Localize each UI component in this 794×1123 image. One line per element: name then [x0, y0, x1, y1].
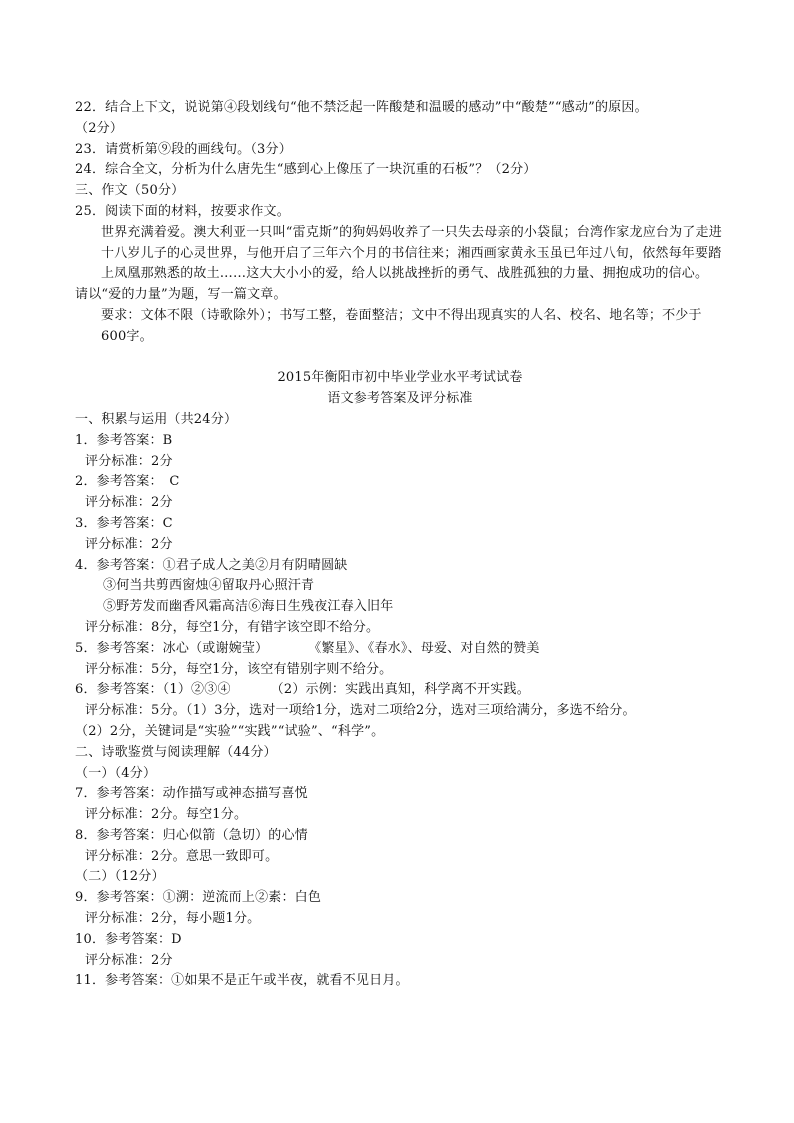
essay-prompt: 请以“爱的力量”为题，写一篇文章。 — [75, 287, 287, 303]
question-22-score: （2分） — [75, 120, 124, 136]
score-2: 评分标准：2分 — [85, 495, 173, 511]
answer-10: 10．参考答案：D — [75, 931, 182, 947]
answer-4-line-3: ⑤野芳发而幽香风霜高洁⑥海日生残夜江春入旧年 — [103, 599, 394, 615]
answer-1: 1．参考答案：B — [75, 432, 173, 448]
score-6-part-2: （2）2分，关键词是“实验”“实践”“试验”、“科学”。 — [75, 723, 385, 739]
answer-key-title: 2015年衡阳市初中毕业学业水平考试试卷 — [277, 370, 523, 386]
answer-4: 4．参考答案：①君子成人之美②月有阴晴圆缺 — [75, 557, 348, 573]
score-8: 评分标准：2分。意思一致即可。 — [85, 848, 279, 864]
subsection-1-heading: （一）（4分） — [75, 765, 157, 781]
score-9: 评分标准：2分，每小题1分。 — [85, 911, 261, 927]
score-6: 评分标准：5分。（1）3分，选对一项给1分，选对二项给2分，选对三项给满分，多选不给分。 — [85, 703, 636, 719]
score-5: 评分标准：5分，每空1分，该空有错别字则不给分。 — [85, 661, 393, 677]
answer-3: 3．参考答案：C — [75, 515, 173, 531]
score-1: 评分标准：2分 — [85, 453, 173, 469]
answer-6-part-2: （2）示例：实践出真知，科学离不开实践。 — [270, 682, 530, 698]
question-23: 23．请赏析第⑨段的画线句。（3分） — [75, 141, 292, 157]
answer-2: 2．参考答案： C — [75, 474, 180, 490]
answer-key-subtitle: 语文参考答案及评分标准 — [327, 391, 473, 407]
answer-7: 7．参考答案：动作描写或神态描写喜悦 — [75, 786, 308, 802]
section-3-heading: 三、作文（50分） — [75, 183, 185, 199]
answer-11: 11．参考答案：①如果不是正午或半夜，就看不见日月。 — [75, 973, 409, 989]
essay-material: 世界充满着爱。澳大利亚一只叫“雷克斯”的狗妈妈收养了一只失去母亲的小袋鼠；台湾作家龙应台为了走进十八岁儿子的心灵世界，与他开启了三年六个月的书信往来；湘西画家黄永玉虽已年过八旬，依然每年要踏上凤凰那熟悉的故土……这大大小小的爱，给人以挑战挫折的勇气、战胜孤独的力量、拥抱成功的信心。 — [101, 224, 722, 282]
spacer — [75, 348, 725, 369]
section-1-heading: 一、积累与运用（共24分） — [75, 411, 238, 427]
answer-5-part-2: 《繁星》、《春水》、母爱、对自然的赞美 — [308, 640, 540, 656]
answer-5: 5．参考答案：冰心（或谢婉莹） — [75, 640, 269, 656]
question-22: 22．结合上下文，说说第④段划线句“他不禁泛起一阵酸楚和温暖的感动”中“酸楚”“感动”的原因。 — [75, 100, 648, 115]
score-3: 评分标准：2分 — [85, 536, 173, 552]
answer-8: 8．参考答案：归心似箭（急切）的心情 — [75, 827, 308, 843]
answer-5-row — [75, 639, 725, 660]
question-25: 25．阅读下面的材料，按要求作文。 — [75, 203, 290, 219]
answer-4-line-2: ③何当共剪西窗烛④留取丹心照汗青 — [103, 578, 315, 594]
question-24: 24．综合全文，分析为什么唐先生“感到心上像压了一块沉重的石板”？（2分） — [75, 162, 537, 178]
subsection-2-heading: （二）（12分） — [75, 869, 165, 885]
page-content — [75, 98, 725, 992]
answer-6-row — [75, 680, 725, 701]
answer-6: 6．参考答案：（1）②③④ — [75, 682, 231, 698]
score-4: 评分标准：8分，每空1分，有错字该空即不给分。 — [85, 619, 380, 635]
answer-9: 9．参考答案：①溯：逆流而上②素：白色 — [75, 890, 322, 906]
essay-requirement: 要求：文体不限（诗歌除外）；书写工整，卷面整洁；文中不得出现真实的人名、校名、地名等；不少于600字。 — [101, 307, 702, 344]
section-2-heading: 二、诗歌鉴赏与阅读理解（44分） — [75, 744, 277, 760]
score-7: 评分标准：2分。每空1分。 — [85, 807, 248, 823]
score-10: 评分标准：2分 — [85, 952, 173, 968]
